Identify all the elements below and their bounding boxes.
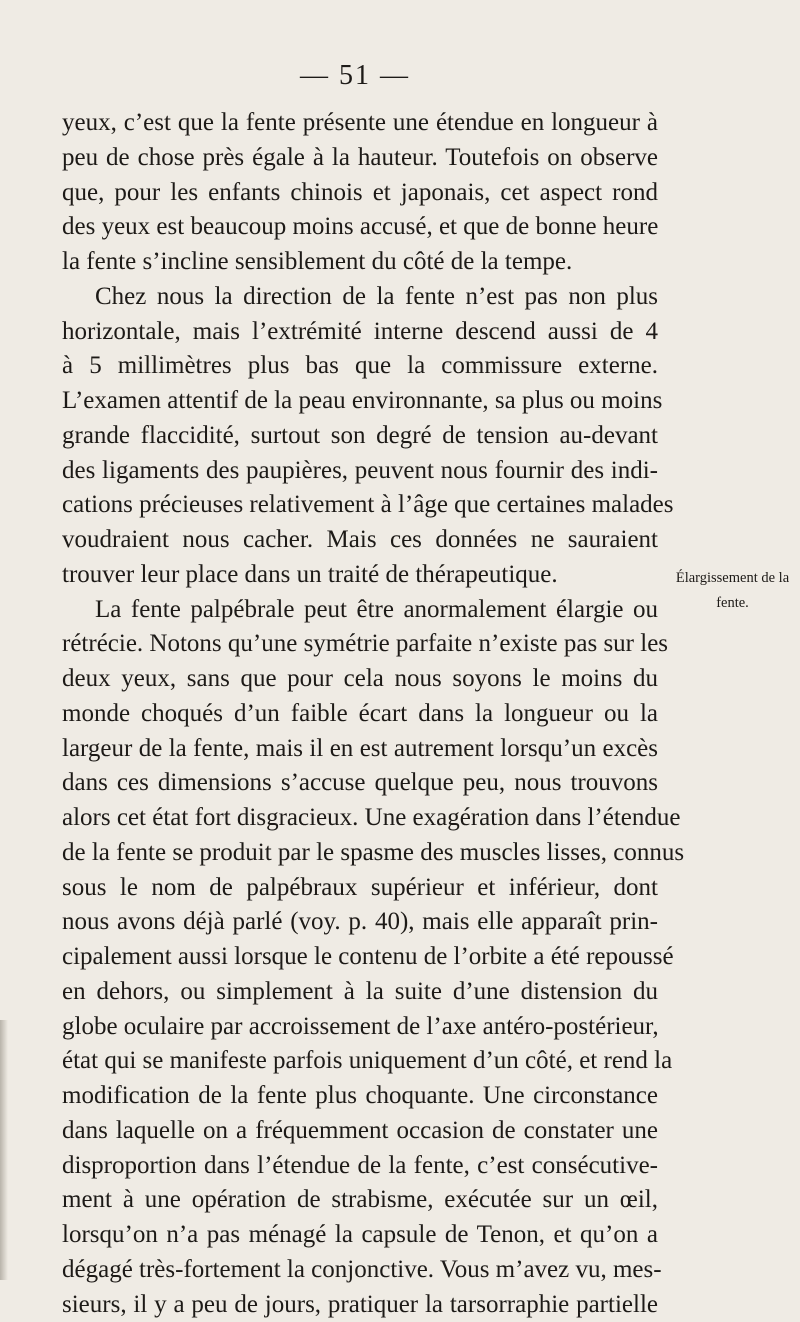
- text-line: voudraient nous cacher. Mais ces données ne sauraient: [62, 523, 658, 558]
- text-line: Chez nous la direction de la fente n’est pas non plus: [62, 280, 658, 315]
- text-line: globe oculaire par accroissement de l’axe antéro-postérieur,: [62, 1010, 658, 1045]
- text-line: ment à une opération de strabisme, exécutée sur un œil,: [62, 1183, 658, 1218]
- text-line: rétrécie. Notons qu’une symétrie parfaite n’existe pas sur les: [62, 627, 658, 662]
- page-edge-shadow: [0, 1020, 8, 1280]
- margin-note-line: Élargissement de la: [665, 566, 800, 591]
- margin-note: [665, 566, 800, 616]
- text-line: trouver leur place dans un traité de thérapeutique.: [62, 558, 658, 593]
- text-line: alors cet état fort disgracieux. Une exagération dans l’étendue: [62, 801, 658, 836]
- text-line: lorsqu’on n’a pas ménagé la capsule de Tenon, et qu’on a: [62, 1218, 658, 1253]
- text-line: à 5 millimètres plus bas que la commissure externe.: [62, 349, 658, 384]
- text-line: grande flaccidité, surtout son degré de tension au-devant: [62, 419, 658, 454]
- margin-note-line: fente.: [665, 591, 800, 616]
- text-line: La fente palpébrale peut être anormalement élargie ou: [62, 593, 658, 628]
- text-line: sieurs, il y a peu de jours, pratiquer la tarsorraphie partielle: [62, 1288, 658, 1322]
- text-line: nous avons déjà parlé (voy. p. 40), mais elle apparaît prin-: [62, 905, 658, 940]
- text-line: horizontale, mais l’extrémité interne descend aussi de 4: [62, 315, 658, 350]
- page-number: — 51 —: [0, 60, 710, 92]
- text-line: sous le nom de palpébraux supérieur et inférieur, dont: [62, 871, 658, 906]
- text-line: dans laquelle on a fréquemment occasion de constater une: [62, 1114, 658, 1149]
- text-line: L’examen attentif de la peau environnante, sa plus ou moins: [62, 384, 658, 419]
- text-line: deux yeux, sans que pour cela nous soyons le moins du: [62, 662, 658, 697]
- text-line: dans ces dimensions s’accuse quelque peu, nous trouvons: [62, 766, 658, 801]
- text-line: monde choqués d’un faible écart dans la longueur ou la: [62, 697, 658, 732]
- body-text: [62, 106, 658, 1322]
- text-line: modification de la fente plus choquante. Une circonstance: [62, 1079, 658, 1114]
- text-line: la fente s’incline sensiblement du côté de la tempe.: [62, 245, 658, 280]
- text-line: peu de chose près égale à la hauteur. Toutefois on observe: [62, 141, 658, 176]
- text-line: état qui se manifeste parfois uniquement d’un côté, et rend la: [62, 1044, 658, 1079]
- text-line: dégagé très-fortement la conjonctive. Vous m’avez vu, mes-: [62, 1253, 658, 1288]
- text-line: disproportion dans l’étendue de la fente, c’est consécutive-: [62, 1149, 658, 1184]
- text-line: cations précieuses relativement à l’âge que certaines malades: [62, 488, 658, 523]
- text-line: en dehors, ou simplement à la suite d’une distension du: [62, 975, 658, 1010]
- text-line: que, pour les enfants chinois et japonais, cet aspect rond: [62, 176, 658, 211]
- text-line: des yeux est beaucoup moins accusé, et que de bonne heure: [62, 210, 658, 245]
- text-line: cipalement aussi lorsque le contenu de l’orbite a été repoussé: [62, 940, 658, 975]
- text-line: des ligaments des paupières, peuvent nous fournir des indi-: [62, 454, 658, 489]
- text-line: yeux, c’est que la fente présente une étendue en longueur à: [62, 106, 658, 141]
- text-line: largeur de la fente, mais il en est autrement lorsqu’un excès: [62, 732, 658, 767]
- text-line: de la fente se produit par le spasme des muscles lisses, connus: [62, 836, 658, 871]
